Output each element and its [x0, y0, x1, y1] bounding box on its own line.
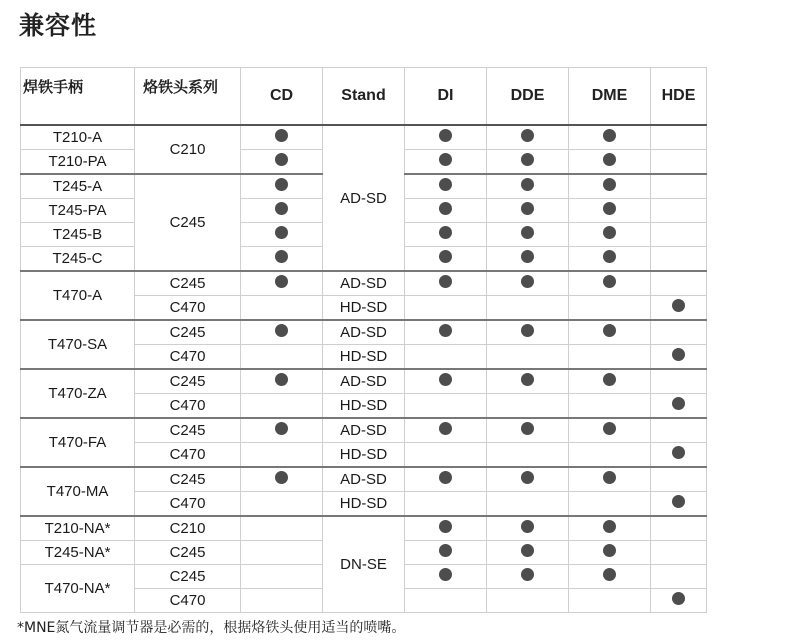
footnote: *MNE氮气流量调节器是必需的，根据烙铁头使用适当的喷嘴。	[17, 620, 406, 636]
compatible-dot-icon	[521, 129, 534, 142]
cd-cell	[241, 150, 323, 175]
dme-cell	[569, 467, 651, 492]
dme-cell	[569, 541, 651, 565]
handle-cell: T470-MA	[21, 467, 135, 516]
dme-cell	[569, 418, 651, 443]
dde-cell	[487, 125, 569, 150]
dme-cell	[569, 565, 651, 589]
hde-cell	[651, 271, 707, 296]
compatible-dot-icon	[439, 226, 452, 239]
hde-cell	[651, 223, 707, 247]
stand-cell: AD-SD	[323, 418, 405, 443]
di-cell	[405, 492, 487, 517]
compatible-dot-icon	[275, 250, 288, 263]
tip-series-cell: C470	[135, 443, 241, 468]
compatible-dot-icon	[275, 178, 288, 191]
table-row	[21, 125, 707, 150]
header-stand: Stand	[323, 68, 405, 126]
hde-cell	[651, 345, 707, 370]
compatibility-table	[20, 67, 707, 613]
compatible-dot-icon	[672, 446, 685, 459]
handle-cell: T210-NA*	[21, 516, 135, 541]
dme-cell	[569, 345, 651, 370]
header-hde: HDE	[651, 68, 707, 126]
header-cd: CD	[241, 68, 323, 126]
cd-cell	[241, 541, 323, 565]
tip-series-cell: C210	[135, 516, 241, 541]
stand-cell: AD-SD	[323, 271, 405, 296]
table-row	[21, 320, 707, 345]
compatible-dot-icon	[275, 226, 288, 239]
compatible-dot-icon	[521, 422, 534, 435]
dde-cell	[487, 565, 569, 589]
stand-cell: AD-SD	[323, 369, 405, 394]
dde-cell	[487, 492, 569, 517]
dde-cell	[487, 199, 569, 223]
handle-cell: T245-C	[21, 247, 135, 272]
handle-cell: T470-A	[21, 271, 135, 320]
dde-cell	[487, 516, 569, 541]
tip-series-cell: C470	[135, 492, 241, 517]
di-cell	[405, 418, 487, 443]
tip-series-cell: C470	[135, 345, 241, 370]
table-row	[21, 369, 707, 394]
compatible-dot-icon	[521, 202, 534, 215]
di-cell	[405, 565, 487, 589]
compatible-dot-icon	[439, 568, 452, 581]
dme-cell	[569, 247, 651, 272]
dde-cell	[487, 394, 569, 419]
tip-series-cell: C245	[135, 418, 241, 443]
di-cell	[405, 394, 487, 419]
tip-series-cell: C210	[135, 125, 241, 174]
cd-cell	[241, 223, 323, 247]
cd-cell	[241, 320, 323, 345]
di-cell	[405, 199, 487, 223]
cd-cell	[241, 247, 323, 272]
cd-cell	[241, 443, 323, 468]
cd-cell	[241, 492, 323, 517]
compatible-dot-icon	[439, 324, 452, 337]
compatible-dot-icon	[521, 153, 534, 166]
dme-cell	[569, 516, 651, 541]
dme-cell	[569, 394, 651, 419]
handle-cell: T470-NA*	[21, 565, 135, 613]
compatible-dot-icon	[603, 373, 616, 386]
compatible-dot-icon	[275, 202, 288, 215]
header-dme: DME	[569, 68, 651, 126]
handle-cell: T245-PA	[21, 199, 135, 223]
di-cell	[405, 150, 487, 175]
hde-cell	[651, 394, 707, 419]
page-title: 兼容性	[19, 11, 98, 40]
compatible-dot-icon	[672, 495, 685, 508]
tip-series-cell: C470	[135, 394, 241, 419]
dde-cell	[487, 296, 569, 321]
compatible-dot-icon	[521, 520, 534, 533]
hde-cell	[651, 150, 707, 175]
hde-cell	[651, 320, 707, 345]
stand-cell: HD-SD	[323, 492, 405, 517]
table-row	[21, 467, 707, 492]
compatible-dot-icon	[672, 397, 685, 410]
cd-cell	[241, 589, 323, 613]
table-header-row	[21, 68, 707, 126]
dde-cell	[487, 467, 569, 492]
cd-cell	[241, 394, 323, 419]
header-handle: 焊铁手柄	[21, 68, 135, 126]
table-row	[21, 271, 707, 296]
cd-cell	[241, 467, 323, 492]
di-cell	[405, 320, 487, 345]
compatible-dot-icon	[439, 275, 452, 288]
handle-cell: T470-FA	[21, 418, 135, 467]
compatible-dot-icon	[275, 275, 288, 288]
di-cell	[405, 174, 487, 199]
di-cell	[405, 443, 487, 468]
dde-cell	[487, 418, 569, 443]
di-cell	[405, 247, 487, 272]
tip-series-cell: C245	[135, 320, 241, 345]
dde-cell	[487, 589, 569, 613]
dde-cell	[487, 443, 569, 468]
di-cell	[405, 345, 487, 370]
stand-cell: HD-SD	[323, 394, 405, 419]
compatible-dot-icon	[439, 250, 452, 263]
compatible-dot-icon	[672, 299, 685, 312]
compatible-dot-icon	[603, 520, 616, 533]
compatible-dot-icon	[603, 544, 616, 557]
compatible-dot-icon	[672, 592, 685, 605]
tip-series-cell: C245	[135, 369, 241, 394]
dme-cell	[569, 296, 651, 321]
compatible-dot-icon	[521, 568, 534, 581]
stand-cell: HD-SD	[323, 443, 405, 468]
cd-cell	[241, 199, 323, 223]
dde-cell	[487, 150, 569, 175]
compatible-dot-icon	[603, 178, 616, 191]
stand-cell: AD-SD	[323, 125, 405, 271]
cd-cell	[241, 271, 323, 296]
header-dde: DDE	[487, 68, 569, 126]
dme-cell	[569, 589, 651, 613]
compatible-dot-icon	[603, 250, 616, 263]
cd-cell	[241, 565, 323, 589]
header-tip-series: 烙铁头系列	[135, 68, 241, 126]
compatible-dot-icon	[603, 129, 616, 142]
di-cell	[405, 296, 487, 321]
tip-series-cell: C245	[135, 271, 241, 296]
compatible-dot-icon	[603, 324, 616, 337]
hde-cell	[651, 296, 707, 321]
compatible-dot-icon	[521, 250, 534, 263]
handle-cell: T245-A	[21, 174, 135, 199]
compatible-dot-icon	[603, 153, 616, 166]
stand-cell: HD-SD	[323, 345, 405, 370]
dme-cell	[569, 320, 651, 345]
dde-cell	[487, 345, 569, 370]
handle-cell: T210-PA	[21, 150, 135, 175]
compatible-dot-icon	[275, 373, 288, 386]
compatible-dot-icon	[603, 422, 616, 435]
tip-series-cell: C245	[135, 467, 241, 492]
handle-cell: T470-SA	[21, 320, 135, 369]
hde-cell	[651, 418, 707, 443]
compatible-dot-icon	[275, 129, 288, 142]
di-cell	[405, 271, 487, 296]
dme-cell	[569, 223, 651, 247]
compatible-dot-icon	[439, 153, 452, 166]
cd-cell	[241, 174, 323, 199]
tip-series-cell: C470	[135, 589, 241, 613]
compatible-dot-icon	[439, 373, 452, 386]
hde-cell	[651, 467, 707, 492]
header-di: DI	[405, 68, 487, 126]
dme-cell	[569, 150, 651, 175]
compatible-dot-icon	[275, 324, 288, 337]
hde-cell	[651, 541, 707, 565]
di-cell	[405, 467, 487, 492]
compatible-dot-icon	[603, 226, 616, 239]
dme-cell	[569, 174, 651, 199]
dde-cell	[487, 271, 569, 296]
cd-cell	[241, 125, 323, 150]
di-cell	[405, 369, 487, 394]
compatible-dot-icon	[439, 202, 452, 215]
dme-cell	[569, 492, 651, 517]
cd-cell	[241, 296, 323, 321]
dde-cell	[487, 320, 569, 345]
hde-cell	[651, 492, 707, 517]
tip-series-cell: C245	[135, 565, 241, 589]
stand-cell: AD-SD	[323, 467, 405, 492]
di-cell	[405, 516, 487, 541]
dde-cell	[487, 174, 569, 199]
handle-cell: T245-B	[21, 223, 135, 247]
compatible-dot-icon	[521, 324, 534, 337]
dme-cell	[569, 271, 651, 296]
stand-cell: AD-SD	[323, 320, 405, 345]
tip-series-cell: C470	[135, 296, 241, 321]
dde-cell	[487, 223, 569, 247]
hde-cell	[651, 369, 707, 394]
compatible-dot-icon	[603, 275, 616, 288]
hde-cell	[651, 589, 707, 613]
di-cell	[405, 541, 487, 565]
tip-series-cell: C245	[135, 541, 241, 565]
compatible-dot-icon	[439, 422, 452, 435]
compatible-dot-icon	[521, 226, 534, 239]
compatible-dot-icon	[439, 520, 452, 533]
dme-cell	[569, 125, 651, 150]
tip-series-cell: C245	[135, 174, 241, 271]
di-cell	[405, 589, 487, 613]
table-row	[21, 418, 707, 443]
compatible-dot-icon	[603, 202, 616, 215]
dme-cell	[569, 443, 651, 468]
hde-cell	[651, 516, 707, 541]
handle-cell: T470-ZA	[21, 369, 135, 418]
dde-cell	[487, 247, 569, 272]
hde-cell	[651, 565, 707, 589]
compatible-dot-icon	[521, 373, 534, 386]
compatible-dot-icon	[439, 178, 452, 191]
handle-cell: T245-NA*	[21, 541, 135, 565]
compatible-dot-icon	[603, 471, 616, 484]
compatible-dot-icon	[521, 544, 534, 557]
hde-cell	[651, 125, 707, 150]
compatible-dot-icon	[439, 544, 452, 557]
compatible-dot-icon	[521, 471, 534, 484]
compatible-dot-icon	[672, 348, 685, 361]
compatible-dot-icon	[275, 422, 288, 435]
di-cell	[405, 223, 487, 247]
compatible-dot-icon	[275, 471, 288, 484]
cd-cell	[241, 418, 323, 443]
dme-cell	[569, 369, 651, 394]
dme-cell	[569, 199, 651, 223]
handle-cell: T210-A	[21, 125, 135, 150]
dde-cell	[487, 541, 569, 565]
table-body	[21, 125, 707, 613]
stand-cell: DN-SE	[323, 516, 405, 613]
cd-cell	[241, 369, 323, 394]
compatible-dot-icon	[439, 129, 452, 142]
hde-cell	[651, 199, 707, 223]
hde-cell	[651, 443, 707, 468]
cd-cell	[241, 516, 323, 541]
hde-cell	[651, 247, 707, 272]
di-cell	[405, 125, 487, 150]
hde-cell	[651, 174, 707, 199]
table-row	[21, 516, 707, 541]
compatible-dot-icon	[603, 568, 616, 581]
compatible-dot-icon	[521, 275, 534, 288]
dde-cell	[487, 369, 569, 394]
compatible-dot-icon	[275, 153, 288, 166]
compatible-dot-icon	[439, 471, 452, 484]
stand-cell: HD-SD	[323, 296, 405, 321]
compatible-dot-icon	[521, 178, 534, 191]
cd-cell	[241, 345, 323, 370]
